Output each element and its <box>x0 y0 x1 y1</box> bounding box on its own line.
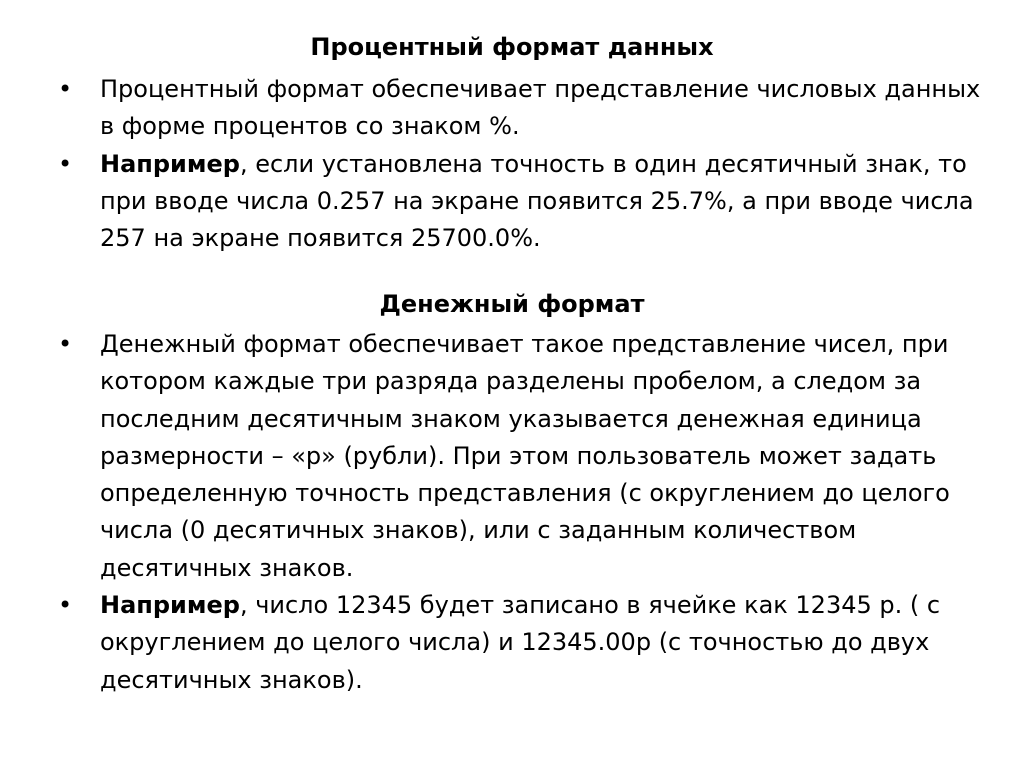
currency-format-list <box>58 326 998 699</box>
bullet-body: , число 12345 будет записано в ячейке как 12345 р. ( с округлением до целого числа) и 12345.00р (с точностью до двух десятичных знаков). <box>100 591 941 694</box>
list-item <box>58 71 998 146</box>
bullet-text <box>100 591 940 694</box>
bullet-body: , если установлена точность в один десятичный знак, то при вводе числа 0.257 на экране появится 25.7%, а при вводе числа 257 на экране появится 25700.0%. <box>100 149 974 253</box>
bullet-body: Денежный формат обеспечивает такое представление чисел, при котором каждые три разряда разделены пробелом, а следом за последним десятичным знаком указывается денежная единица размерности – «р» (рубли). При этом пользователь может задать определенную точность представления (с округлением до целого числа (0 десятичных знаков), или с заданным количеством десятичных знаков. <box>100 330 950 582</box>
section-title-percent-format: Процентный формат данных <box>310 33 714 61</box>
bullet-body: Процентный формат обеспечивает представление числовых данных в форме процентов со знаком %. <box>100 75 981 141</box>
bullet-lead: Например <box>100 591 240 620</box>
percent-format-list <box>58 71 998 257</box>
list-item <box>58 587 998 699</box>
bullet-icon: • <box>58 75 73 103</box>
bullet-icon: • <box>58 149 73 178</box>
bullet-icon: • <box>58 591 73 620</box>
section-title-currency-format: Денежный формат <box>379 290 645 318</box>
list-item <box>58 146 998 258</box>
bullet-text <box>100 330 950 582</box>
bullet-icon: • <box>58 330 73 358</box>
bullet-text <box>100 75 980 140</box>
list-item <box>58 326 998 587</box>
bullet-text <box>100 150 974 253</box>
bullet-lead: Например <box>100 149 240 178</box>
